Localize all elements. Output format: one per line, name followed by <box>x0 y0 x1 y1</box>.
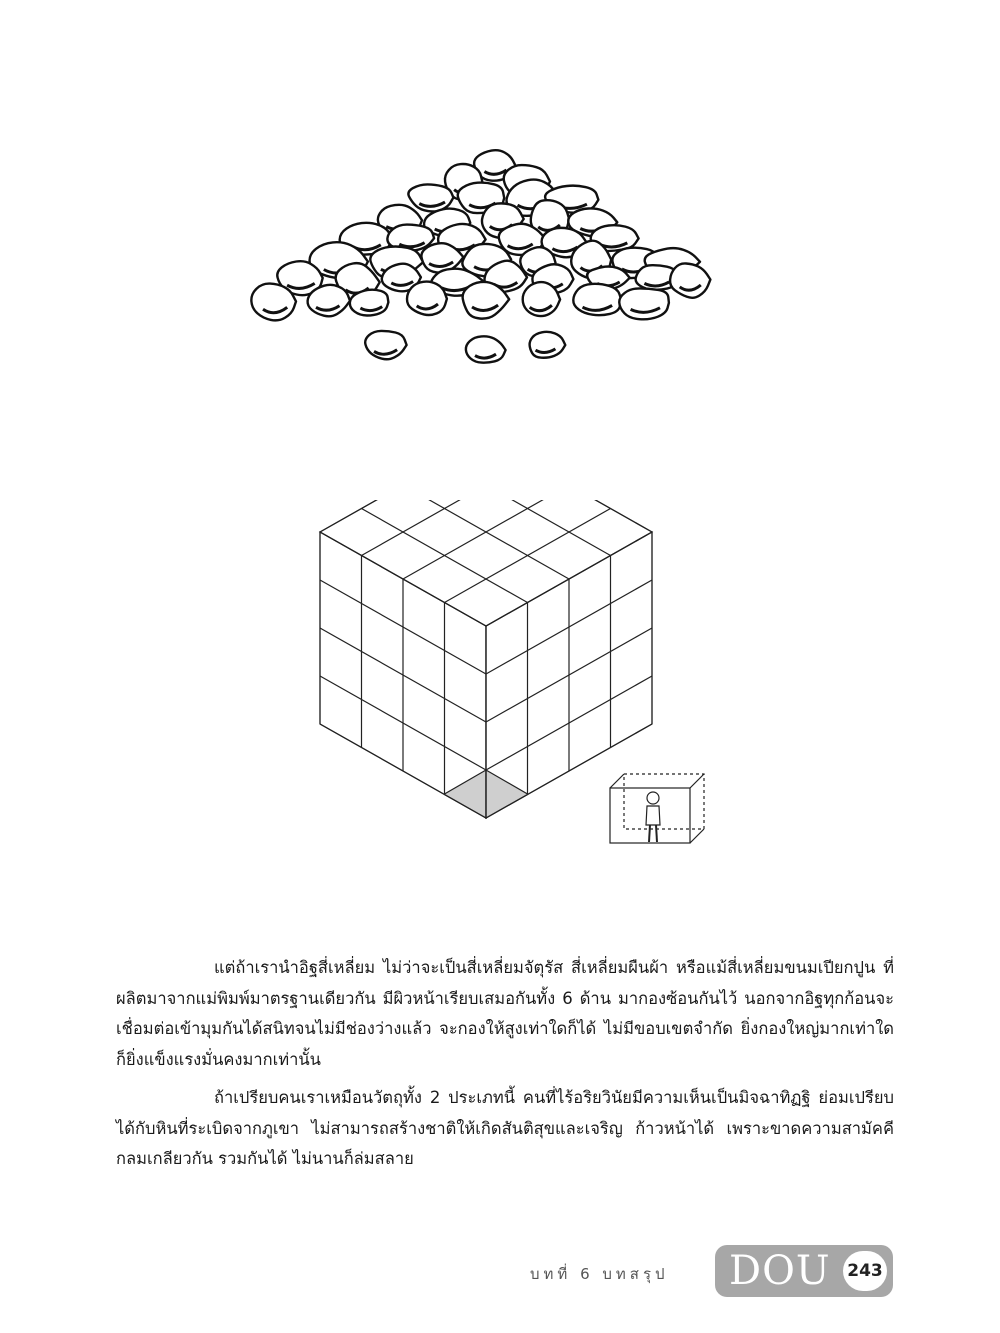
rock <box>308 285 350 316</box>
small-box-edge <box>610 774 624 788</box>
paragraph-2: ถ้าเปรียบคนเราเหมือนวัตถุทั้ง 2 ประเภทนี้ คนที่ไร้อริยวินัยมีความเห็นเป็นมิจฉาทิฏฐิ ย่อมเปรียบได้กับหินที่ระเบิดจากภูเขา ไม่สามารถสร้างชาติให้เกิดสันติสุขและเจริญ ก้าวหน้าได้ เพราะขาดความสามัคคีกลมเกลียวกัน รวมกันได้ ไม่นานก็ล่มสลาย <box>116 1088 894 1168</box>
paragraph-1: แต่ถ้าเรานำอิฐสี่เหลี่ยม ไม่ว่าจะเป็นสี่เหลี่ยมจัตุรัส สี่เหลี่ยมผืนผ้า หรือแม้สี่เหลี่ยมขนมเปียกปูน ที่ผลิตมาจากแม่พิมพ์มาตรฐานเดียวกัน มีผิวหน้าเรียบเสมอกันทั้ง 6 ด้าน มากองซ้อนกันไว้ นอกจากอิฐทุกก้อนจะเชื่อมต่อเข้ามุมกันได้สนิทจนไม่มีช่องว่างแล้ว จะกองให้สูงเท่าใดก็ได้ ไม่มีขอบเขตจำกัด ยิ่งกองใหญ่มากเท่าใดก็ยิ่งแข็งแรงมั่นคงมากเท่านั้น <box>116 958 894 1069</box>
stacked-bricks-cube-illustration <box>310 500 710 860</box>
person-figure <box>646 792 660 842</box>
chapter-label: บทที่ 6 บทสรุป <box>530 1265 669 1283</box>
rock <box>251 284 296 321</box>
logo-text: DOU <box>729 1248 831 1294</box>
rock-pile-illustration <box>235 140 725 380</box>
small-box-edge <box>690 829 704 843</box>
small-box-edge <box>690 774 704 788</box>
rock <box>670 263 710 297</box>
dou-logo <box>715 1245 893 1297</box>
body-text <box>116 953 894 1175</box>
rock <box>530 332 566 358</box>
small-box-back <box>624 774 704 829</box>
page-number: 243 <box>843 1251 887 1291</box>
rock <box>619 288 669 319</box>
